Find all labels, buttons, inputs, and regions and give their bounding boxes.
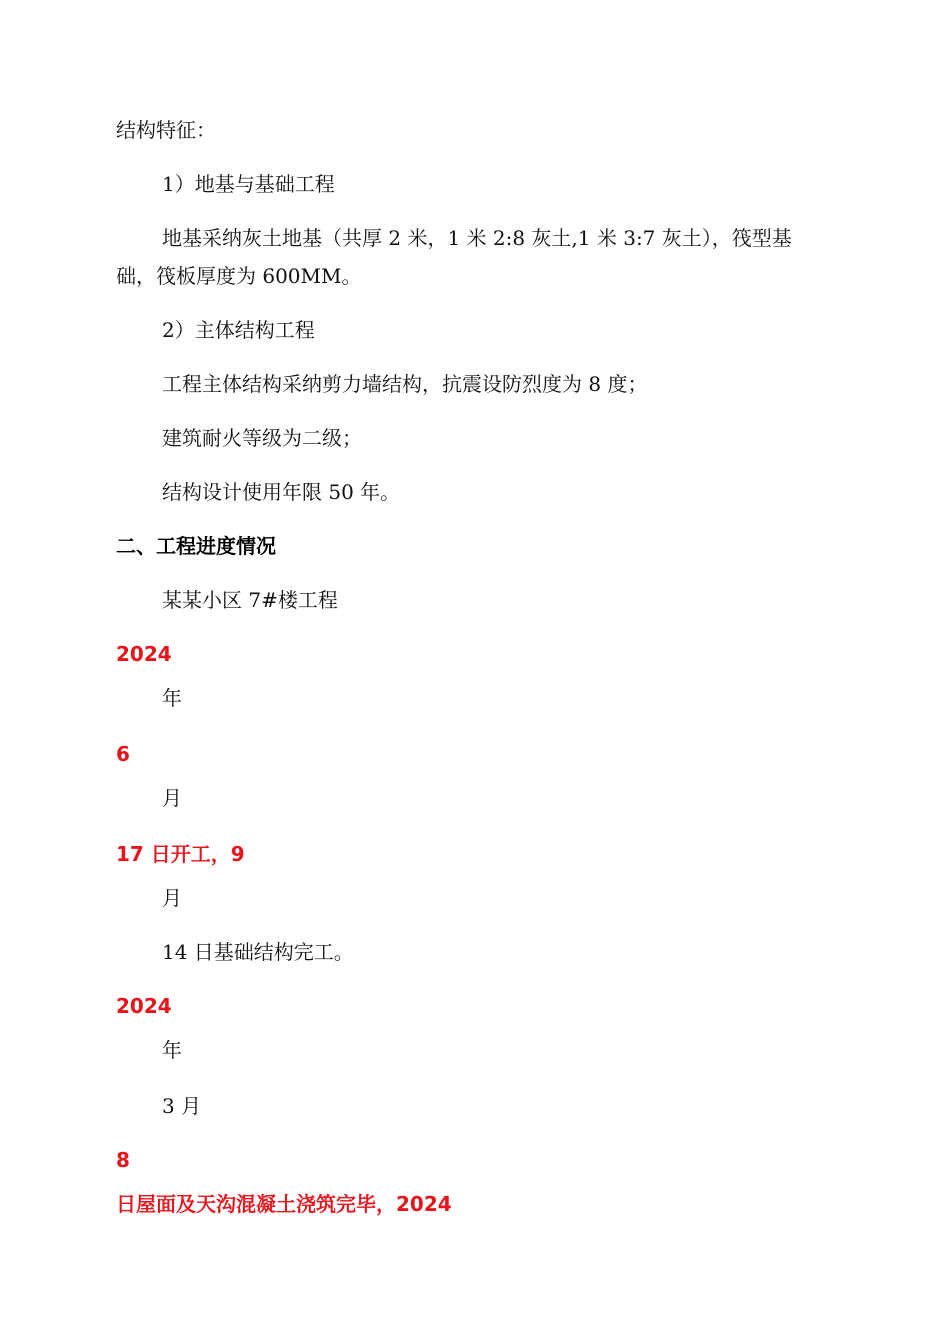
month-character-first: 月 <box>162 786 182 810</box>
foundation-section-heading: 1）地基与基础工程 <box>162 172 335 196</box>
red-roof-complete-line: 日屋面及天沟混凝土浇筑完毕，2024 <box>116 1192 452 1216</box>
foundation-complete-paragraph: 14 日基础结构完工。 <box>162 940 354 964</box>
structure-features-label: 结构特征： <box>116 118 216 142</box>
red-year-2024-first: 2024 <box>116 642 172 666</box>
foundation-paragraph-line-2: 础，筏板厚度为 600MM。 <box>116 264 362 288</box>
year-character-second: 年 <box>162 1038 182 1062</box>
fire-rating-paragraph: 建筑耐火等级为二级； <box>162 426 362 450</box>
red-month-6: 6 <box>116 742 130 766</box>
red-year-2024-second: 2024 <box>116 994 172 1018</box>
red-day-8: 8 <box>116 1148 130 1172</box>
year-character-first: 年 <box>162 686 182 710</box>
march-paragraph: 3 月 <box>162 1094 202 1118</box>
red-start-date-line: 17 日开工，9 <box>116 842 245 866</box>
project-name-paragraph: 某某小区 7#楼工程 <box>162 588 338 612</box>
main-structure-paragraph: 工程主体结构采纳剪力墙结构，抗震设防烈度为 8 度； <box>162 372 648 396</box>
foundation-paragraph-line-1: 地基采纳灰土地基（共厚 2 米，1 米 2:8 灰土,1 米 3:7 灰土），筏型基 <box>162 226 792 250</box>
design-life-paragraph: 结构设计使用年限 50 年。 <box>162 480 401 504</box>
month-character-second: 月 <box>162 886 182 910</box>
main-structure-section-heading: 2）主体结构工程 <box>162 318 315 342</box>
progress-section-heading: 二、工程进度情况 <box>116 534 276 558</box>
